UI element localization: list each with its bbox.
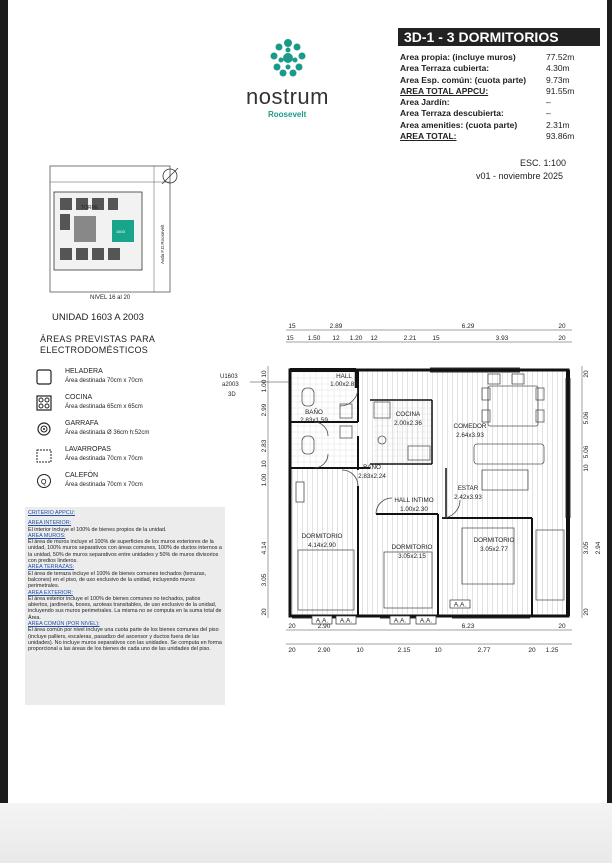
- dimension-label: 2.21: [403, 335, 417, 342]
- dimension-label: 5.06: [583, 411, 590, 425]
- scale-label: ESC. 1:100: [520, 158, 567, 168]
- key-plan: [48, 164, 208, 294]
- area-row: [398, 63, 598, 74]
- room-kitchen-dims: 2.00x2.36: [394, 420, 422, 427]
- room-bath2-dims: 2.83x2.24: [358, 473, 386, 480]
- room-dining-name: COMEDOR: [453, 423, 487, 430]
- kitchen-floor: [374, 400, 432, 464]
- version-label: v01 - noviembre 2025: [476, 171, 564, 181]
- appliance-item: [36, 471, 206, 497]
- dimension-label: 1.00: [261, 379, 268, 393]
- gas-tank-icon: [36, 421, 52, 437]
- appliance-item: [36, 445, 206, 471]
- room-living-name: ESTAR: [457, 485, 479, 492]
- area-value: 77.52m: [546, 52, 575, 62]
- appliance-item: [36, 393, 206, 419]
- area-label: AREA TOTAL APPCU:: [400, 85, 489, 96]
- room-bath1-dims: 2.83x1.59: [300, 417, 328, 424]
- area-row: [398, 75, 598, 86]
- room-dorm1-name: DORMITORIO: [301, 533, 343, 540]
- appcu-section-text: El área de terraza incluye el 100% de bienes comunes techados (terrazas, balcones) en el piso, de uso exclusivo de la unidad, incluyendo muros perimetrales.: [28, 570, 206, 590]
- dimension-label: 15: [286, 335, 294, 342]
- appcu-criteria-box: [25, 507, 225, 705]
- dimension-label: 20: [288, 623, 296, 630]
- dimension-label: 4.14: [261, 541, 268, 555]
- fridge-icon: [36, 369, 52, 385]
- appliance-desc: Área destinada 70cm x 70cm: [65, 482, 143, 488]
- dimension-label: 3.05: [261, 573, 268, 587]
- appcu-section-text: El área común por nivel incluye una cuota parte de los bienes comunes del piso (incluye palliers, escaleras, pasadizo del ascensor y ductos fuera de las unidades). No incluye muros separativos con las unidades. Se computa en forma proporcional a las áreas de los bienes de cada uno de las unidades del piso.: [28, 627, 222, 653]
- left-border-band: [0, 0, 8, 863]
- appliance-desc: Área destinada 65cm x 65cm: [65, 404, 143, 410]
- dimension-label: 2.83: [261, 439, 268, 453]
- brand-subtitle: Roosevelt: [268, 110, 307, 119]
- dimension-label: 20: [558, 623, 566, 630]
- brand-logo-icon: [268, 38, 308, 78]
- appliance-item: [36, 367, 206, 393]
- dimension-label: 20: [558, 323, 566, 330]
- area-table: [398, 52, 598, 142]
- appliance-item: [36, 419, 206, 445]
- dimension-label: 10: [261, 370, 268, 378]
- area-row: [398, 86, 598, 97]
- area-value: 2.31m: [546, 119, 570, 130]
- room-dorm3-dims: 3.05x2.77: [480, 546, 508, 553]
- dimension-label: 2.99: [261, 403, 268, 417]
- appcu-section-text: El área de muros incluye el 100% de superficies de los muros exteriores de la unidad, 100% muros separativos con áreas comunes, 100% de ductos internos a la unidad, 50% de muros separativos entre unidades y 50% de muros divisorios con predios linderos.: [28, 539, 222, 565]
- key-plan-unit-tag: 1603: [116, 229, 125, 234]
- appcu-section-heading: AREA COMÚN (POR NIVEL):: [28, 621, 100, 628]
- appliance-desc: Área destinada 70cm x 70cm: [65, 378, 143, 384]
- appcu-section-text: El área exterior incluye el 100% de bienes comunes no techados, patios abiertos, jardinería, boxes, azoteas transitables, de uso exclusivo de la unidad, incluyendo sus muros perimetrales. La misma no se computa en la suma total de Área.: [28, 595, 222, 621]
- dimension-label: 2.89: [329, 323, 343, 330]
- area-value: 93.86m: [546, 131, 575, 142]
- dimension-label: 20: [288, 647, 296, 654]
- appcu-section-heading: AREA TERRAZAS:: [28, 564, 75, 571]
- area-value: –: [546, 108, 551, 119]
- appliance-desc: Área destinada 70cm x 70cm: [65, 456, 143, 462]
- area-label: Area propia: (incluye muros): [400, 52, 516, 62]
- unit-ref-type: 3D: [228, 392, 236, 398]
- area-value: –: [546, 97, 551, 108]
- room-living-dims: 2.42x3.93: [454, 494, 482, 501]
- dimension-label: 15: [432, 335, 440, 342]
- level-label: NIVEL 16 al 20: [90, 295, 131, 301]
- room-hall-intimo-dims: 1.00x2.30: [400, 506, 428, 513]
- dimension-label: 2.15: [397, 647, 411, 654]
- area-label: Area Terraza cubierta:: [400, 63, 490, 74]
- dimension-label: 1.50: [307, 335, 321, 342]
- water-heater-icon: [36, 473, 52, 489]
- room-hall-name: HALL: [336, 373, 352, 380]
- bottom-margin: [0, 803, 612, 863]
- dimension-label: 1.20: [349, 335, 363, 342]
- stove-icon: [36, 395, 52, 411]
- dimension-label: 20: [261, 608, 268, 616]
- area-row: [398, 131, 598, 142]
- appliance-name: GARRAFA: [65, 420, 99, 427]
- room-bath2-name: BAÑO: [363, 464, 381, 471]
- area-row: [398, 97, 598, 108]
- appliance-name: COCINA: [65, 394, 93, 401]
- room-dorm2-name: DORMITORIO: [391, 544, 433, 551]
- area-value: 9.73m: [546, 74, 570, 85]
- dimension-label: 20: [558, 335, 566, 342]
- appcu-title: CRITERIO APPCU:: [28, 510, 76, 516]
- room-dining-dims: 2.64x3.93: [456, 432, 484, 439]
- dimension-label: 2.94: [595, 541, 602, 555]
- area-row: [398, 52, 598, 63]
- appcu-section-heading: AREA MUROS:: [28, 532, 66, 539]
- dimension-label: 1.25: [545, 647, 559, 654]
- area-row: [398, 120, 598, 131]
- ac-label: A.A.: [315, 617, 329, 625]
- key-plan-tower-label: TORRE: [81, 205, 99, 211]
- room-hall-dims: 1.00x2.83: [330, 381, 358, 388]
- appcu-section-heading: AREA EXTERIOR:: [28, 589, 73, 596]
- dimension-label: 10: [261, 460, 268, 468]
- room-dorm1-dims: 4.14x2.90: [308, 542, 336, 549]
- area-label: Area Terraza descubierta:: [400, 108, 504, 119]
- dimension-label: 10: [583, 464, 590, 472]
- appliance-name: CALEFÓN: [65, 472, 99, 479]
- ac-label: A.A.: [453, 601, 467, 609]
- dimension-label: 20: [583, 370, 590, 378]
- room-kitchen-name: COCINA: [395, 411, 421, 418]
- area-label: Area Esp. común: (cuota parte): [400, 74, 527, 85]
- dimension-label: 3.93: [495, 335, 509, 342]
- floor-plan: [220, 318, 608, 658]
- dimension-label: 6.23: [461, 623, 475, 630]
- dimension-label: 2.90: [317, 647, 331, 654]
- brand-name: nostrum: [246, 84, 329, 109]
- area-value: 91.55m: [546, 85, 575, 96]
- washer-icon: [36, 447, 52, 463]
- area-row: [398, 108, 598, 119]
- ac-label: A.A.: [419, 617, 433, 625]
- appliance-desc: Área destinada Ø 36cm h:52cm: [65, 430, 150, 436]
- dimension-label: 1.00: [261, 473, 268, 487]
- appcu-section-heading: AREA INTERIOR:: [28, 520, 72, 527]
- appliance-legend: [36, 367, 206, 497]
- key-plan-street-label: Avda F.D.Roosevelt: [160, 224, 165, 264]
- unit-ref-range: a2003: [222, 382, 239, 388]
- dimension-label: 20: [528, 647, 536, 654]
- unit-ref-code: U1603: [220, 374, 238, 380]
- appliance-name: HELADERA: [65, 368, 103, 375]
- dimension-label: 12: [370, 335, 378, 342]
- dimension-label: 10: [434, 647, 442, 654]
- room-dorm2-dims: 3.05x2.15: [398, 553, 426, 560]
- dimension-label: 6.29: [461, 323, 475, 330]
- dimension-label: 12: [332, 335, 340, 342]
- ac-label: A.A.: [393, 617, 407, 625]
- svg-text:Q: Q: [41, 479, 47, 486]
- unit-range-title: UNIDAD 1603 A 2003: [52, 312, 144, 323]
- dimension-label: 2.90: [317, 623, 331, 630]
- dimension-label: 10: [356, 647, 364, 654]
- appliance-name: LAVARROPAS: [65, 446, 111, 453]
- dimension-label: 5.06: [583, 445, 590, 459]
- area-label: Area amenities: (cuota parte): [400, 119, 518, 130]
- area-label: Area Jardín:: [400, 97, 450, 108]
- area-value: 4.30m: [546, 63, 570, 74]
- appcu-section-text: El interior incluye el 100% de bienes propios de la unidad.: [28, 526, 167, 533]
- dimension-label: 3.05: [583, 541, 590, 555]
- dimension-label: 15: [288, 323, 296, 330]
- unit-type-title: 3D-1 - 3 DORMITORIOS: [398, 28, 600, 46]
- appliances-heading: ÁREAS PREVISTAS PARA ELECTRODOMÉSTICOS: [40, 334, 155, 355]
- room-dorm3-name: DORMITORIO: [473, 537, 515, 544]
- dimension-label: 2.77: [477, 647, 491, 654]
- ac-label: A.A.: [339, 617, 353, 625]
- room-hall-intimo-name: HALL INTIMO: [394, 497, 434, 504]
- room-bath1-name: BAÑO: [305, 409, 323, 416]
- area-label: AREA TOTAL:: [400, 131, 457, 142]
- dimension-label: 20: [583, 608, 590, 616]
